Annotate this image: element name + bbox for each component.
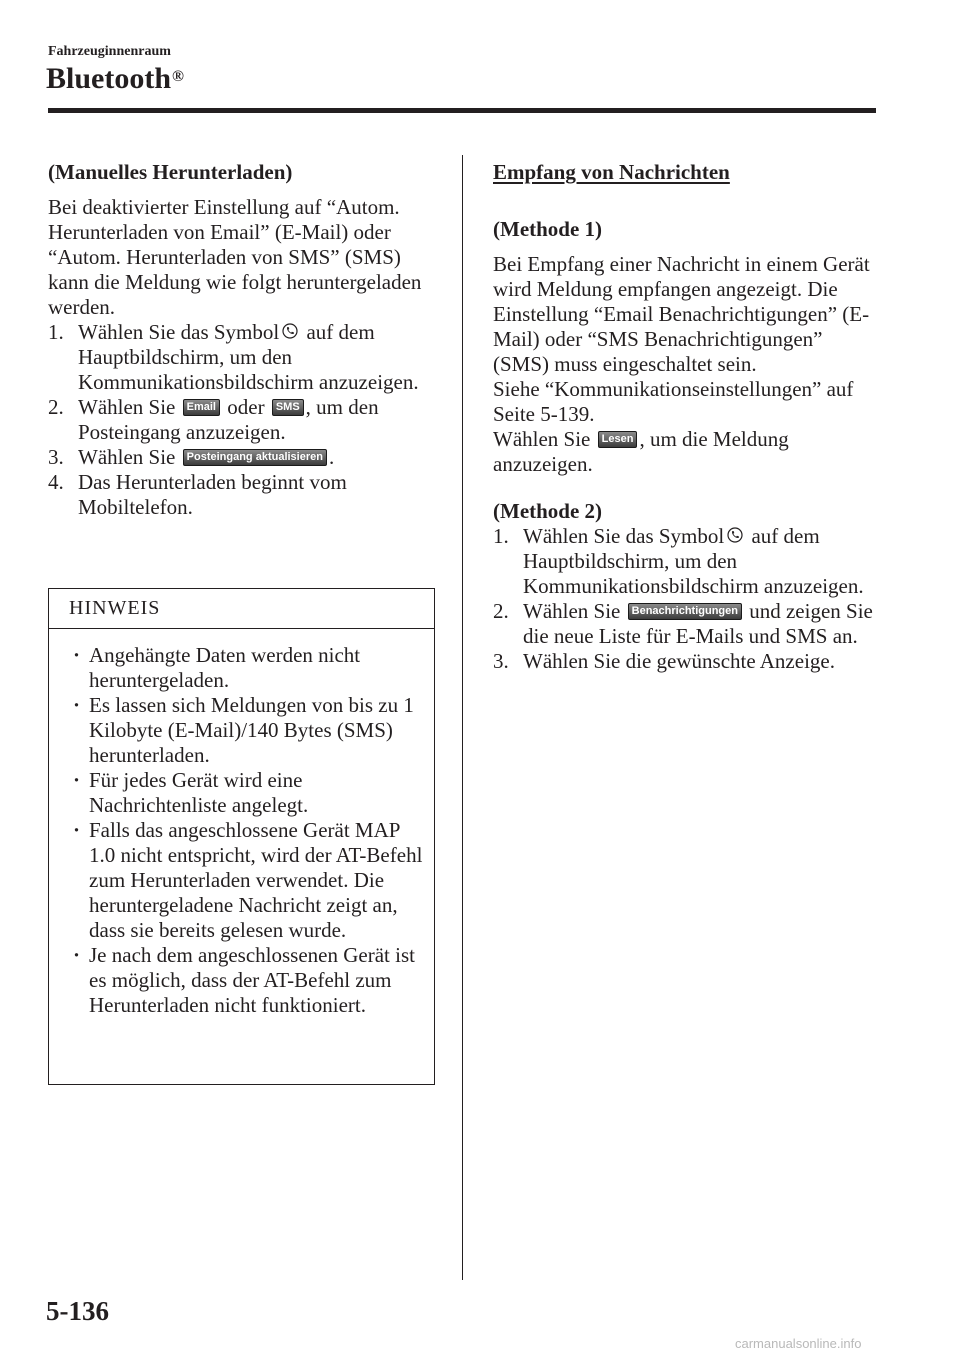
list-item: [493, 524, 883, 599]
step-text: .: [328, 445, 335, 469]
step-text: Das Herunterladen beginnt vom Mobiltelefon.: [78, 470, 347, 519]
method-1-reference: Siehe “Kommunikationseinstellungen” auf Seite 5-139.: [493, 377, 854, 426]
method-1-title: (Methode 1): [493, 217, 603, 241]
header-rule: [48, 108, 876, 113]
list-item: [493, 599, 883, 649]
manual-download-intro: Bei deaktivierter Einstellung auf “Autom. Herunterladen von Email” (E-Mail) oder “Autom. Herunterladen von SMS” (SMS) kann die Meldung wie folgt heruntergeladen werden.: [48, 195, 422, 319]
sms-button[interactable]: SMS: [272, 399, 304, 416]
left-column: [48, 160, 438, 520]
step-text: auf dem Hauptbildschirm, um den Kommunikationsbildschirm anzuzeigen.: [78, 320, 419, 394]
step-text: Wählen Sie: [78, 445, 181, 469]
step-text: , um den Posteingang anzuzeigen.: [78, 395, 379, 444]
receive-messages-heading: Empfang von Nachrichten: [493, 160, 730, 184]
step-text: , um die Meldung anzuzeigen.: [493, 427, 789, 476]
manual-download-heading: (Manuelles Herunterladen): [48, 160, 293, 184]
registered-mark: ®: [172, 68, 184, 85]
step-text: und zeigen Sie die neue Liste für E-Mails und SMS an.: [523, 599, 873, 648]
step-number: 4.: [48, 470, 64, 494]
list-item: · Angehängte Daten werden nicht heruntergeladen.: [69, 643, 424, 693]
list-item: · Für jedes Gerät wird eine Nachrichtenliste angelegt.: [69, 768, 424, 818]
step-number: 1.: [493, 524, 509, 548]
note-list: [49, 629, 434, 1018]
method-2-steps: [493, 524, 883, 674]
step-number: 1.: [48, 320, 64, 344]
list-item: [48, 395, 438, 445]
step-number: 3.: [493, 649, 509, 673]
column-divider: [462, 155, 463, 1280]
step-number: 2.: [48, 395, 64, 419]
phone-symbol-icon: [727, 527, 743, 543]
step-text: Wählen Sie das Symbol: [523, 524, 725, 548]
phone-symbol-icon: [282, 323, 298, 339]
method-1-select: [493, 427, 883, 477]
step-number: 2.: [493, 599, 509, 623]
list-item: [48, 320, 438, 395]
step-number: 3.: [48, 445, 64, 469]
method-2-title: (Methode 2): [493, 499, 603, 523]
refresh-inbox-button[interactable]: Posteingang aktualisieren: [183, 449, 327, 466]
list-item: · Es lassen sich Meldungen von bis zu 1 Kilobyte (E-Mail)/140 Bytes (SMS) herunterladen.: [69, 693, 424, 768]
right-column: [493, 160, 883, 674]
read-button[interactable]: Lesen: [598, 431, 638, 448]
header-section-label: Fahrzeuginnenraum: [48, 44, 171, 59]
page-number: 5-136: [46, 1296, 109, 1326]
step-text: Wählen Sie: [523, 599, 626, 623]
note-title: HINWEIS: [69, 597, 161, 619]
watermark: carmanualsonline.info: [735, 1336, 862, 1351]
email-button[interactable]: Email: [183, 399, 220, 416]
notifications-button[interactable]: Benachrichtigungen: [628, 603, 742, 620]
method-1-text: Bei Empfang einer Nachricht in einem Gerät wird Meldung empfangen angezeigt. Die Einstellung “Email Benachrichtigungen” (E-Mail) oder “SMS Benachrichtigungen” (SMS) muss eingeschaltet sein.: [493, 252, 870, 376]
list-item: · Je nach dem angeschlossenen Gerät ist es möglich, dass der AT-Befehl zum Herunterladen nicht funktioniert.: [69, 943, 424, 1018]
step-text: oder: [222, 395, 270, 419]
manual-download-steps: [48, 320, 438, 520]
step-text: Wählen Sie: [493, 427, 596, 451]
list-item: [493, 649, 883, 674]
list-item: [48, 445, 438, 470]
step-text: Wählen Sie das Symbol: [78, 320, 280, 344]
step-text: Wählen Sie die gewünschte Anzeige.: [523, 649, 835, 673]
step-text: Wählen Sie: [78, 395, 181, 419]
step-text: auf dem Hauptbildschirm, um den Kommunikationsbildschirm anzuzeigen.: [523, 524, 864, 598]
note-box: [48, 588, 435, 1085]
page-title: [46, 62, 184, 96]
page-title-text: Bluetooth: [46, 62, 172, 95]
list-item: [48, 470, 438, 520]
list-item: · Falls das angeschlossene Gerät MAP 1.0 nicht entspricht, wird der AT-Befehl zum Herunterladen verwendet. Die heruntergeladene Nachricht zeigt an, dass sie bereits gelesen wurde.: [69, 818, 424, 943]
